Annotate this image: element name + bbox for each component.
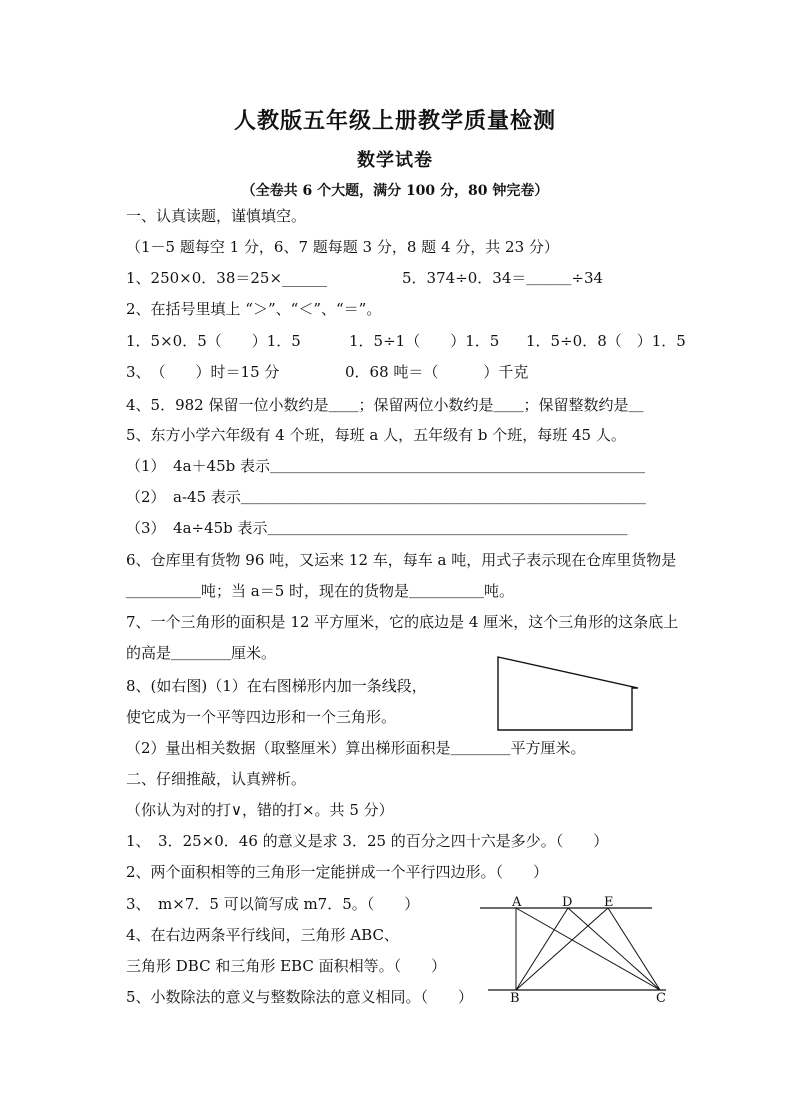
q2-compare-b: 1．5÷1（ ）1．5: [349, 332, 500, 350]
segment-db: [516, 908, 568, 990]
q6-line-2: ＿＿＿＿＿吨；当 a＝5 时，现在的货物是＿＿＿＿＿吨。: [126, 582, 515, 600]
q8-line-2: 使它成为一个平等四边形和一个三角形。: [126, 708, 397, 726]
exam-note: （全卷共 6 个大题，满分 100 分，80 钟完卷）: [241, 183, 549, 199]
parallel-lines-figure: [470, 890, 680, 1010]
segment-ec: [608, 908, 660, 990]
q5-sub-3: （3） 4a÷45b 表示＿＿＿＿＿＿＿＿＿＿＿＿＿＿＿＿＿＿＿＿＿＿＿＿: [126, 519, 628, 537]
trapezoid-figure: [490, 650, 650, 740]
q3-part-b: 0．68 吨＝（ ）千克: [345, 363, 529, 381]
s2-q4-line-2: 三角形 DBC 和三角形 EBC 面积相等。（ ）: [126, 957, 447, 975]
q2-prompt: 2、在括号里填上 “＞”、“＜”、“＝”。: [126, 300, 382, 318]
q8-line-1: 8、(如右图)（1）在右图梯形内加一条线段，: [126, 677, 427, 695]
segment-dc: [568, 908, 660, 990]
q5-sub-1: （1） 4a＋45b 表示＿＿＿＿＿＿＿＿＿＿＿＿＿＿＿＿＿＿＿＿＿＿＿＿＿: [126, 457, 645, 475]
section1-scoring: （1－5 题每空 1 分，6、7 题每题 3 分，8 题 4 分，共 23 分）: [126, 238, 559, 256]
trapezoid-shape: [498, 657, 638, 730]
label-a: A: [512, 895, 522, 910]
q7-line-2: 的高是＿＿＿＿厘米。: [126, 644, 277, 662]
q4-text: 4、5．982 保留一位小数约是＿＿；保留两位小数约是＿＿；保留整数约是＿: [126, 396, 644, 414]
s2-q4-line-1: 4、在右边两条平行线间，三角形 ABC、: [126, 926, 399, 944]
q6-line-1: 6、仓库里有货物 96 吨，又运来 12 车，每车 a 吨，用式子表示现在仓库里货物是: [126, 551, 677, 569]
q1-part-a: 1、250×0．38＝25×______: [126, 269, 328, 287]
q1-part-b: 5．374÷0．34＝＿＿＿÷34: [402, 269, 604, 287]
s2-q2: 2、两个面积相等的三角形一定能拼成一个平行四边形。（ ）: [126, 863, 549, 881]
section1-heading: 一、认真读题，谨慎填空。: [126, 207, 307, 225]
q2-compare-c: 1．5÷0．8（ ）1．5: [526, 332, 686, 350]
label-e: E: [604, 895, 614, 910]
q3-part-a: 3、 （ ）时＝15 分: [126, 363, 280, 381]
page-title: 人教版五年级上册教学质量检测: [233, 108, 556, 134]
section2-heading: 二、仔细推敲，认真辨析。: [126, 770, 307, 788]
s2-q3: 3、 m×7．5 可以简写成 m7．5。（ ）: [126, 895, 420, 913]
q2-compare-a: 1．5×0．5（ ）1．5: [126, 332, 301, 350]
section2-scoring: （你认为对的打∨，错的打×。共 5 分）: [126, 801, 394, 819]
q8-line-3: （2）量出相关数据（取整厘米）算出梯形面积是＿＿＿＿平方厘米。: [126, 739, 586, 757]
q5-text: 5、东方小学六年级有 4 个班，每班 a 人，五年级有 b 个班，每班 45 人。: [126, 426, 626, 444]
page-subtitle: 数学试卷: [357, 150, 433, 171]
label-c: C: [656, 991, 666, 1006]
segment-eb: [516, 908, 608, 990]
label-d: D: [562, 895, 573, 910]
q7-line-1: 7、一个三角形的面积是 12 平方厘米，它的底边是 4 厘米，这个三角形的这条底上: [126, 613, 679, 631]
label-b: B: [510, 991, 520, 1006]
segment-ac: [516, 908, 660, 990]
s2-q5: 5、小数除法的意义与整数除法的意义相同。（ ）: [126, 988, 474, 1006]
q5-sub-2: （2） a-45 表示＿＿＿＿＿＿＿＿＿＿＿＿＿＿＿＿＿＿＿＿＿＿＿＿＿＿＿: [126, 488, 646, 506]
s2-q1: 1、 3．25×0．46 的意义是求 3．25 的百分之四十六是多少。（ ）: [126, 832, 609, 850]
